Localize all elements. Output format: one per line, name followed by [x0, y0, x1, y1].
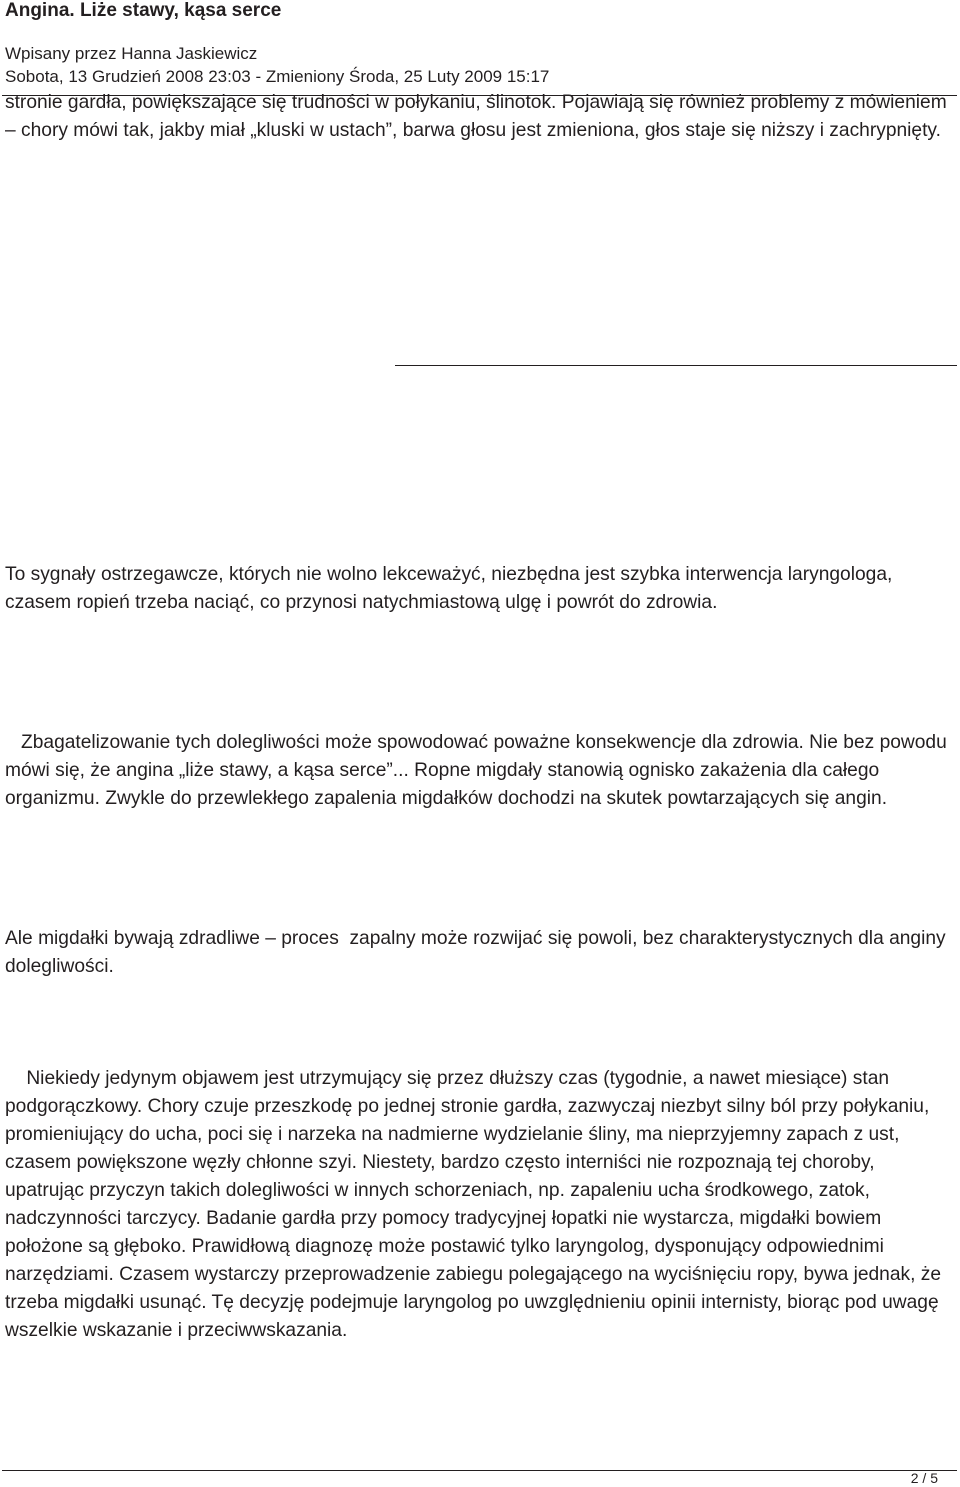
section-divider	[395, 365, 957, 366]
date-line: Sobota, 13 Grudzień 2008 23:03 - Zmieniony Środa, 25 Luty 2009 15:17	[5, 67, 550, 86]
document-header	[5, 0, 955, 88]
paragraph-4: Ale migdałki bywają zdradliwe – proces zapalny może rozwijać się powoli, bez charakterystycznych dla anginy dolegliwości.	[5, 928, 951, 977]
paragraph-2: To sygnały ostrzegawcze, których nie wolno lekceważyć, niezbędna jest szybka interwencja laryngologa, czasem ropień trzeba naciąć, co przynosi natychmiastową ulgę i powrót do zdrowia.	[5, 564, 893, 613]
author-line: Wpisany przez Hanna Jaskiewicz	[5, 44, 258, 63]
paragraph-3: Zbagatelizowanie tych dolegliwości może spowodować poważne konsekwencje dla zdrowia. Nie bez powodu mówi się, że angina „liże stawy, a kąsa serce”... Ropne migdały stanowią ognisko zakażenia dla całego organizmu. Zwykle do przewlekłego zapalenia migdałków dochodzi na skutek powtarzających się angin.	[5, 732, 953, 809]
footer-divider	[2, 1470, 957, 1471]
page-number: 2 / 5	[910, 1470, 938, 1486]
paragraph-5: Niekiedy jedynym objawem jest utrzymujący się przez dłuższy czas (tygodnie, a nawet miesiące) stan podgorączkowy. Chory czuje przeszkodę po jednej stronie gardła, zazwyczaj niezbyt silny ból przy połykaniu, promieniujący do ucha, poci się i narzeka na nadmierne wydzielanie śliny, ma nieprzyjemny zapach z ust, czasem powiększone węzły chłonne szyi. Niestety, bardzo często interniści nie rozpoznają tej choroby, upatrując przyczyn takich dolegliwości w innych schorzeniach, np. zapaleniu ucha środkowego, zatok, nadczynności tarczycy. Badanie gardła przy pomocy tradycyjnej łopatki nie wystarcza, migdałki bowiem położone są głęboko. Prawidłową diagnozę może postawić tylko laryngolog, dysponujący odpowiednimi narzędziami. Czasem wystarczy przeprowadzenie zabiegu polegającego na wyciśnięciu ropy, bywa jednak, że trzeba migdałki usunąć. Tę decyzję podejmuje laryngolog po uwzględnieniu opinii internisty, biorąc pod uwagę wszelkie wskazanie i przeciwwskazania.	[5, 1068, 947, 1341]
document-title: Angina. Liże stawy, kąsa serce	[5, 0, 282, 21]
paragraph-1: stronie gardła, powiększające się trudności w połykaniu, ślinotok. Pojawiają się również problemy z mówieniem – chory mówi tak, jakby miał „kluski w ustach”, barwa głosu jest zmieniona, głos staje się niższy i zachrypnięty.	[5, 92, 947, 141]
